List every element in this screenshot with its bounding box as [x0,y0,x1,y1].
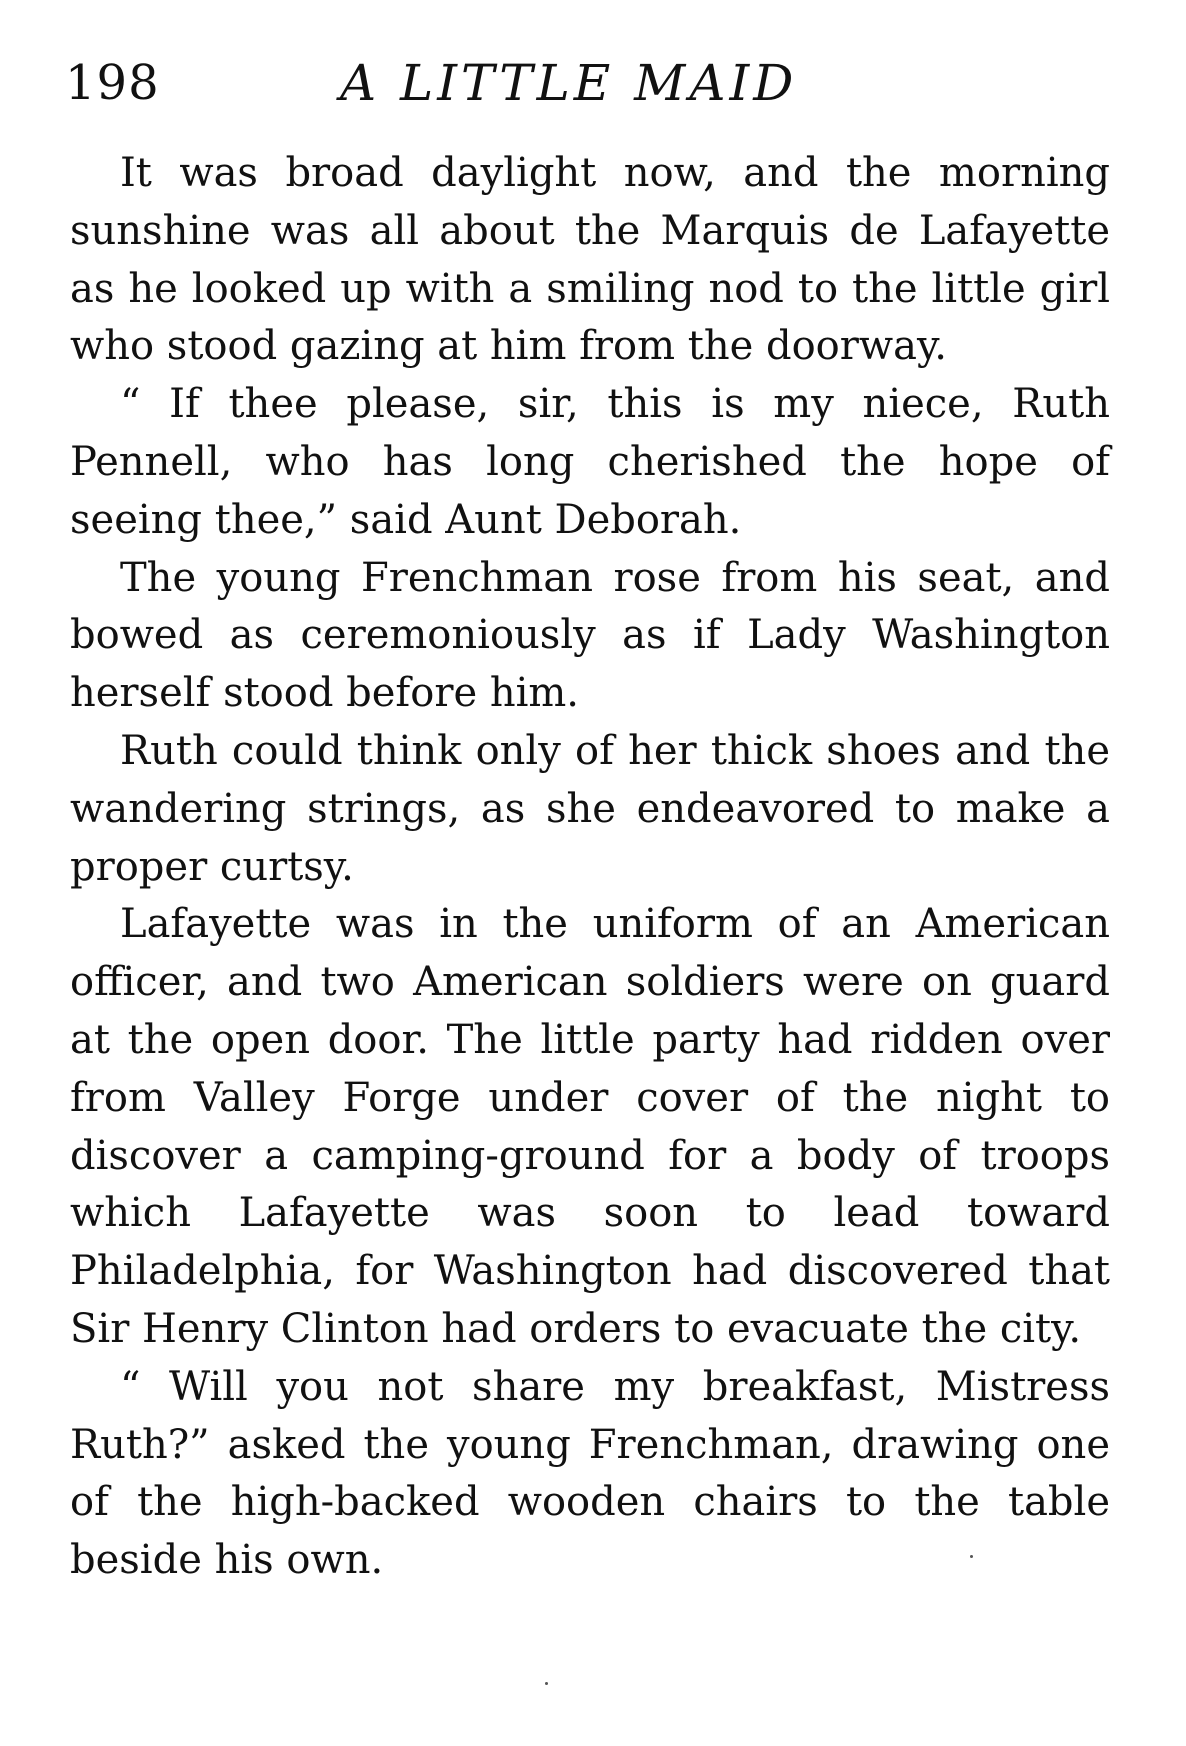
paragraph-2: “ If thee please, sir, this is my niece, Ruth Pennell, who has long cherished the hope of seeing thee,” said Aunt Deborah. [70,381,1110,543]
paper-speck [545,1682,548,1685]
paragraph-5: Lafayette was in the uniform of an American officer, and two American soldiers were on guard at the open door. The little party had ridden over from Valley Forge under cover of the night to discover a camping-ground for a body of troops which Lafayette was soon to lead toward Philadelphia, for Washington had discovered that Sir Henry Clinton had orders to evacuate the city. [70,901,1110,1352]
paragraph-3: The young Frenchman rose from his seat, and bowed as ceremoniously as if Lady Washington herself stood before him. [70,554,1110,717]
paper-speck [970,1555,973,1558]
page-header [65,48,1110,118]
body-text [70,145,1110,1590]
paragraph-6: “ Will you not share my breakfast, Mistress Ruth?” asked the young Frenchman, drawing one of the high-backed wooden chairs to the table beside his own. [70,1363,1110,1584]
paragraph-4: Ruth could think only of her thick shoes and the wandering strings, as she endeavored to make a proper curtsy. [70,727,1110,890]
page-number: 198 [65,55,160,111]
paragraph-1: It was broad daylight now, and the morning sunshine was all about the Marquis de Lafayette as he looked up with a smiling nod to the little girl who stood gazing at him from the doorway. [70,150,1110,370]
running-head: A LITTLE MAID [340,54,798,112]
